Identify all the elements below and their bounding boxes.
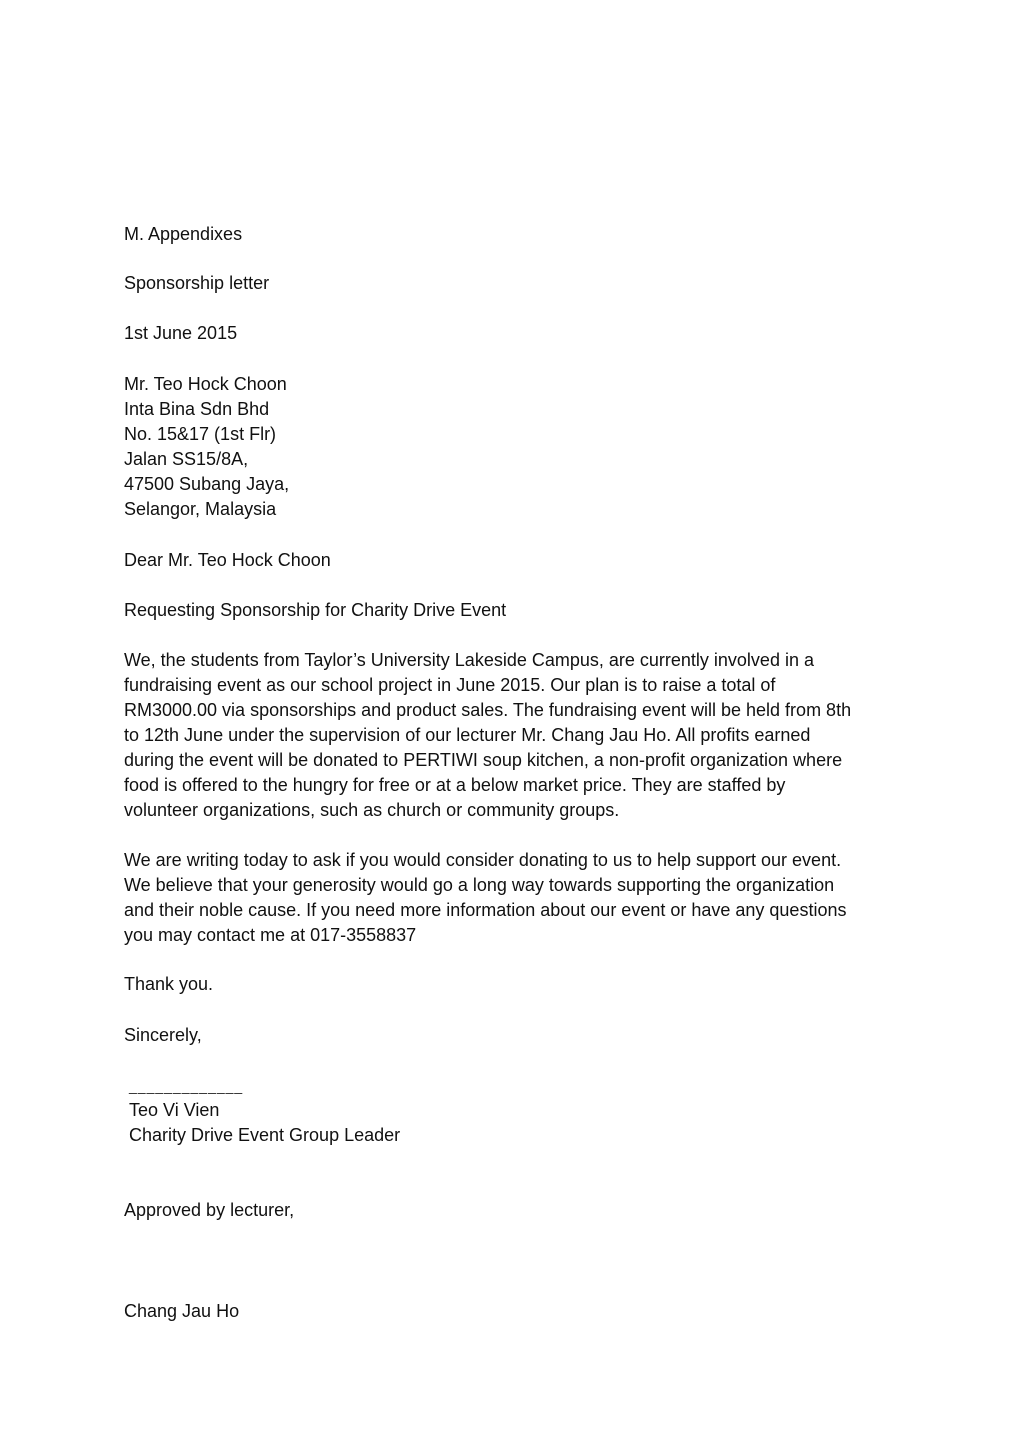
body-paragraph-2-line: We believe that your generosity would go a long way towards supporting the organization bbox=[124, 875, 835, 895]
body-paragraph-2-line: We are writing today to ask if you would consider donating to us to help support our event. bbox=[124, 850, 842, 870]
salutation: Dear Mr. Teo Hock Choon bbox=[124, 550, 331, 570]
signer-name: Teo Vi Vien bbox=[129, 1100, 220, 1120]
body-paragraph-2-line: and their noble cause. If you need more information about our event or have any questions bbox=[124, 900, 847, 920]
thank-you-line: Thank you. bbox=[124, 974, 214, 994]
recipient-address-line: 47500 Subang Jaya, bbox=[124, 474, 290, 494]
body-paragraph-1-line: to 12th June under the supervision of our lecturer Mr. Chang Jau Ho. All profits earned bbox=[124, 725, 811, 745]
approver-name: Chang Jau Ho bbox=[124, 1301, 240, 1321]
recipient-address-line: Jalan SS15/8A, bbox=[124, 449, 249, 469]
document-title: Sponsorship letter bbox=[124, 273, 270, 293]
recipient-company: Inta Bina Sdn Bhd bbox=[124, 399, 270, 419]
recipient-address-line: No. 15&17 (1st Flr) bbox=[124, 424, 277, 444]
closing-line: Sincerely, bbox=[124, 1025, 202, 1045]
recipient-address-line: Selangor, Malaysia bbox=[124, 499, 277, 519]
body-paragraph-1-line: RM3000.00 via sponsorships and product sales. The fundraising event will be held from 8th bbox=[124, 700, 852, 720]
body-paragraph-1-line: fundraising event as our school project in June 2015. Our plan is to raise a total of bbox=[124, 675, 776, 695]
recipient-name: Mr. Teo Hock Choon bbox=[124, 374, 287, 394]
body-paragraph-2-line: you may contact me at 017-3558837 bbox=[124, 925, 417, 945]
signature-rule: _____________ bbox=[129, 1078, 244, 1094]
body-paragraph-1-line: We, the students from Taylor’s University Lakeside Campus, are currently involved in a bbox=[124, 650, 814, 670]
body-paragraph-1-line: volunteer organizations, such as church or community groups. bbox=[124, 800, 620, 820]
letter-date: 1st June 2015 bbox=[124, 323, 238, 343]
body-paragraph-1-line: during the event will be donated to PERTIWI soup kitchen, a non-profit organization where bbox=[124, 750, 843, 770]
subject-line: Requesting Sponsorship for Charity Drive Event bbox=[124, 600, 507, 620]
body-paragraph-1-line: food is offered to the hungry for free or at a below market price. They are staffed by bbox=[124, 775, 786, 795]
approval-label: Approved by lecturer, bbox=[124, 1200, 295, 1220]
signer-title: Charity Drive Event Group Leader bbox=[129, 1125, 401, 1145]
section-heading: M. Appendixes bbox=[124, 224, 243, 244]
